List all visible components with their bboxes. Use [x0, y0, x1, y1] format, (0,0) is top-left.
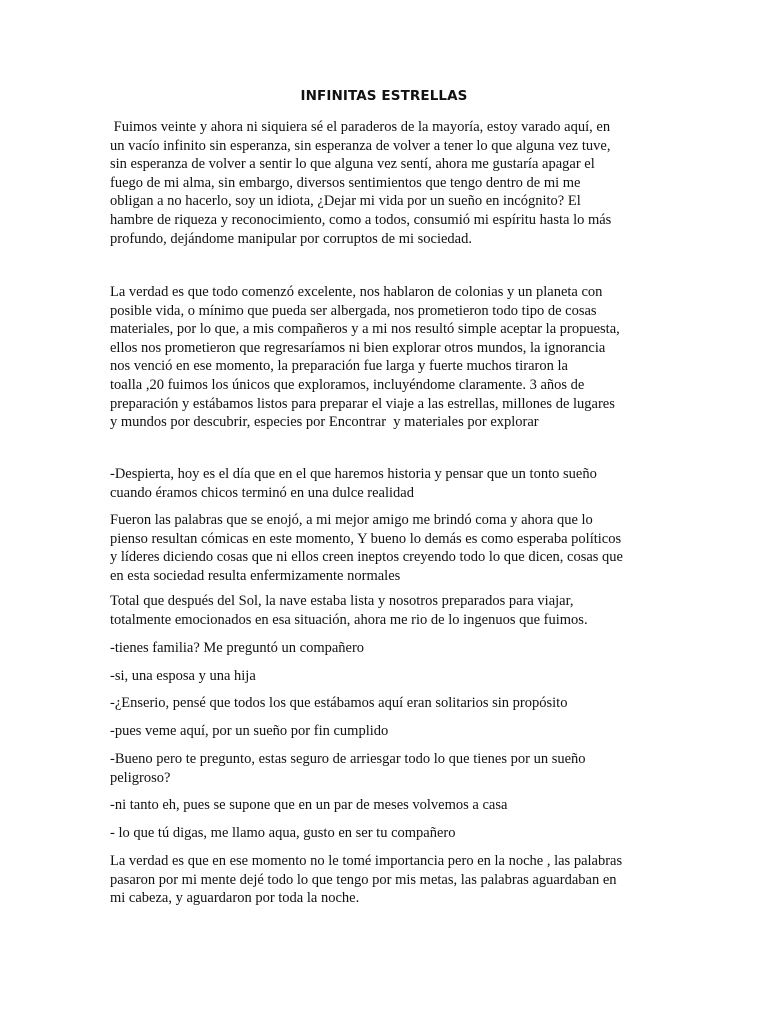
text-line: preparación y estábamos listos para preparar el viaje a las estrellas, millones de lugares: [110, 395, 615, 412]
text-line: -Despierta, hoy es el día que en el que haremos historia y pensar que un tonto sueño: [110, 466, 597, 482]
text-line: La verdad es que en ese momento no le tomé importancia pero en la noche , las palabras: [110, 853, 623, 869]
document-title: INFINITAS ESTRELLAS: [300, 88, 468, 104]
text-line: Fueron las palabras que se enojó, a mi mejor amigo me brindó coma y ahora que lo: [110, 512, 593, 528]
text-line: -tienes familia? Me preguntó un compañero: [110, 640, 365, 656]
text-line: posible vida, o mínimo que pueda ser albergada, nos prometieron todo tipo de cosas: [110, 302, 597, 319]
text-line: cuando éramos chicos terminó en una dulce realidad: [110, 484, 414, 501]
paragraph-1: [110, 118, 655, 248]
text-line: hambre de riqueza y reconocimiento, como a todos, consumió mi espíritu hasta lo más: [110, 211, 612, 228]
dialogue-line-1: [110, 639, 655, 658]
dialogue-line-6: [110, 796, 655, 815]
text-line: ellos nos prometieron que regresaríamos ni bien explorar otros mundos, la ignorancia: [110, 339, 606, 356]
dialogue-line-3: [110, 694, 655, 713]
paragraph-4: [110, 511, 655, 585]
text-line: Fuimos veinte y ahora ni siquiera sé el paraderos de la mayoría, estoy varado aquí, en: [110, 119, 611, 135]
text-line: totalmente emocionados en esa situación, ahora me rio de lo ingenuos que fuimos.: [110, 611, 588, 628]
text-line: -si, una esposa y una hija: [110, 668, 256, 684]
text-line: fuego de mi alma, sin embargo, diversos sentimientos que tengo dentro de mi me: [110, 174, 581, 191]
text-line: nos venció en ese momento, la preparación fue larga y fuerte muchos tiraron la: [110, 358, 568, 375]
dialogue-line-7: [110, 824, 655, 843]
dialogue-line-4: [110, 722, 655, 741]
paragraph-3: [110, 465, 655, 502]
text-line: -Bueno pero te pregunto, estas seguro de arriesgar todo lo que tienes por un sueño: [110, 751, 586, 767]
text-line: pienso resultan cómicas en este momento, Y bueno lo demás es como esperaba políticos: [110, 530, 622, 547]
text-line: y mundos por descubrir, especies por Encontrar y materiales por explorar: [110, 414, 539, 431]
paragraph-final: [110, 852, 655, 908]
dialogue-line-5: [110, 750, 655, 787]
text-line: peligroso?: [110, 769, 171, 786]
text-line: en esta sociedad resulta enfermizamente normales: [110, 567, 401, 584]
text-line: -pues veme aquí, por un sueño por fin cumplido: [110, 723, 389, 739]
dialogue-line-2: [110, 667, 655, 686]
text-line: La verdad es que todo comenzó excelente, nos hablaron de colonias y un planeta con: [110, 284, 603, 300]
text-line: un vacío infinito sin esperanza, sin esperanza de volver a tener lo que alguna vez tuve,: [110, 137, 611, 154]
text-line: profundo, dejándome manipular por corruptos de mi sociedad.: [110, 230, 472, 247]
text-line: sin esperanza de volver a sentir lo que alguna vez sentí, ahora me gustaría apagar el: [110, 156, 595, 173]
text-line: y líderes diciendo cosas que ni ellos creen ineptos creyendo todo lo que dicen, cosas que: [110, 549, 623, 566]
text-line: mi cabeza, y aguardaron por toda la noche.: [110, 890, 360, 907]
text-line: -¿Enserio, pensé que todos los que estábamos aquí eran solitarios sin propósito: [110, 695, 568, 711]
text-line: toalla ,20 fuimos los únicos que exploramos, incluyéndome claramente. 3 años de: [110, 376, 585, 393]
text-line: - lo que tú digas, me llamo aqua, gusto en ser tu compañero: [110, 825, 456, 841]
text-line: Total que después del Sol, la nave estaba lista y nosotros preparados para viajar,: [110, 593, 574, 609]
text-line: pasaron por mi mente dejé todo lo que tengo por mis metas, las palabras aguardaban en: [110, 871, 617, 888]
text-line: obligan a no hacerlo, soy un idiota, ¿Dejar mi vida por un sueño en incógnito? El: [110, 193, 581, 210]
text-line: -ni tanto eh, pues se supone que en un par de meses volvemos a casa: [110, 797, 508, 813]
paragraph-5: [110, 592, 655, 629]
paragraph-2: [110, 283, 655, 432]
text-line: materiales, por lo que, a mis compañeros y a mi nos resultó simple aceptar la propuesta,: [110, 321, 620, 338]
